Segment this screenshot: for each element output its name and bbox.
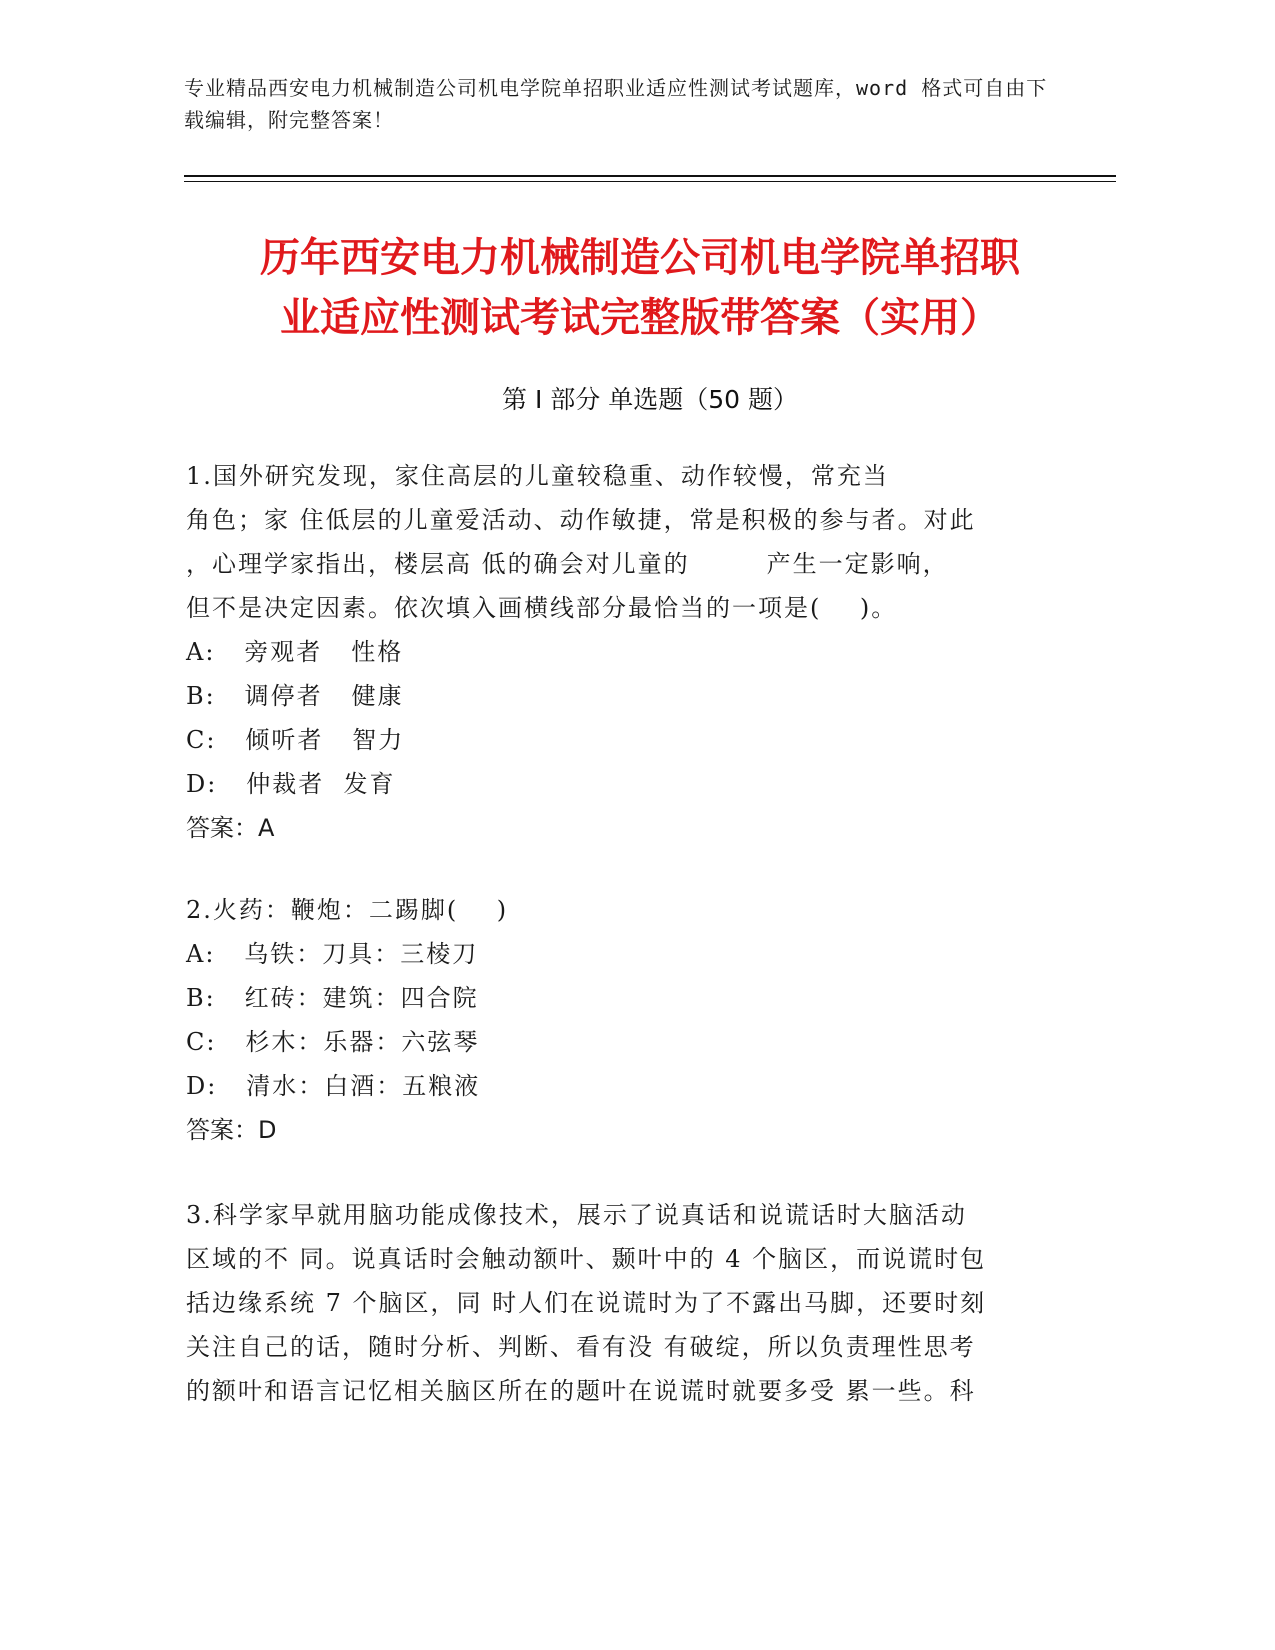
- question-1: [186, 454, 1066, 850]
- title-line-2: 业适应性测试考试完整版带答案（实用）: [280, 295, 1000, 341]
- header-note: 专业精品西安电力机械制造公司机电学院单招职业适应性测试考试题库，word 格式可自由下载编辑，附完整答案！: [184, 76, 1048, 132]
- option-b: B: 调停者 健康: [186, 682, 404, 710]
- option-a: A: 旁观者 性格: [186, 638, 404, 666]
- option-c: C: 倾听者 智力: [186, 726, 405, 754]
- question-stem: 2.火药：鞭炮：二踢脚( ): [186, 896, 509, 924]
- question-stem: 3.科学家早就用脑功能成像技术，展示了说真话和说谎话时大脑活动 区域的不 同。说真话时会触动额叶、颞叶中的 4 个脑区，而说谎时包 括边缘系统 7 个脑区，同 时人们在说谎时为了不露出马脚，还要时刻 关注自己的话，随时分析、判断、看有没 有破绽，所以负责理性思考 的额叶和语言记忆相关脑区所在的题叶在说谎时就要多受 累一些。科: [186, 1201, 987, 1405]
- header-divider-thick: [184, 175, 1116, 177]
- option-d: D: 清水：白酒：五粮液: [186, 1072, 481, 1100]
- answer: 答案：A: [186, 814, 275, 842]
- option-d: D: 仲裁者 发育: [186, 770, 396, 798]
- question-stem: 1.国外研究发现，家住高层的儿童较稳重、动作较慢，常充当 角色；家 住低层的儿童爱活动、动作敏捷，常是积极的参与者。对此 ，心理学家指出，楼层高 低的确会对儿童的 产生一定影响， 但不是决定因素。依次填入画横线部分最恰当的一项是( )。: [186, 462, 976, 622]
- option-a: A: 乌铁：刀具：三棱刀: [186, 940, 479, 968]
- title-line-1: 历年西安电力机械制造公司机电学院单招职: [260, 235, 1020, 281]
- document-title: [180, 228, 1100, 348]
- question-3: [186, 1193, 1066, 1413]
- option-b: B: 红砖：建筑：四合院: [186, 984, 479, 1012]
- header-divider-thin: [184, 181, 1116, 182]
- section-title: 第 I 部分 单选题（50 题）: [502, 385, 798, 414]
- question-2: [186, 888, 1066, 1152]
- option-c: C: 杉木：乐器：六弦琴: [186, 1028, 480, 1056]
- answer: 答案：D: [186, 1116, 277, 1144]
